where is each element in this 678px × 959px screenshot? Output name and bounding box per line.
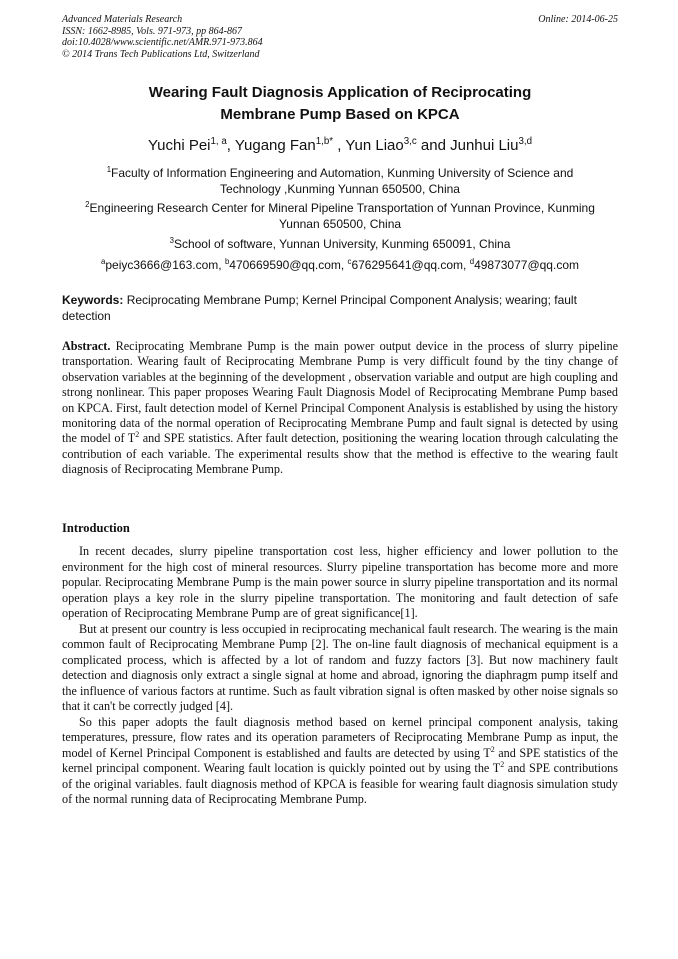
para-sup: 2 <box>500 759 505 769</box>
author-list <box>62 136 618 156</box>
aff-text: School of software, Yunnan University, Kunming 650091, China <box>173 237 511 251</box>
section-heading: Introduction <box>62 521 130 535</box>
aff-text: Technology ,Kunming Yunnan 650500, China <box>220 182 460 196</box>
para-text: and SPE statistics of the kernel principal component. Wearing fault location is quickly pointed out by using the T <box>62 745 618 775</box>
doi-line: doi:10.4028/www.scientific.net/AMR.971-973.864 <box>62 37 263 48</box>
author-sup: 3,d <box>518 136 533 147</box>
para-sup: 2 <box>490 744 495 754</box>
title-line-2: Membrane Pump Based on KPCA <box>220 106 460 123</box>
keywords-text: Reciprocating Membrane Pump; Kernel Principal Component Analysis; wearing; fault detection <box>62 293 577 323</box>
para-text: and SPE contributions of the original variables. fault diagnosis method of KPCA is feasible for wearing fault diagnosis simulation study of the normal running data of Reciprocating Membrane Pump. <box>62 761 618 806</box>
aff-text: Faculty of Information Engineering and Automation, Kunming University of Science and <box>111 166 574 180</box>
author-sup: 3,c <box>403 136 417 147</box>
aff-sup: 1 <box>106 165 112 174</box>
email-sup: c <box>347 257 352 266</box>
paragraph-3 <box>62 715 618 808</box>
affiliation-2 <box>62 200 618 232</box>
issn-line: ISSN: 1662-8985, Vols. 971-973, pp 864-867 <box>62 25 242 37</box>
email-sup: b <box>224 257 230 266</box>
online-date: Online: 2014-06-25 <box>538 14 618 25</box>
aff-text: Yunnan 650500, China <box>278 217 402 231</box>
author-sup: 1, a <box>210 136 227 147</box>
author-name: , Yun Liao <box>333 137 404 154</box>
abstract-sup: 2 <box>135 430 140 440</box>
email-sup: d <box>469 257 475 266</box>
abstract-text: and SPE statistics. After fault detection, positioning the wearing location through calculating the contribution of each variable. The experimental results show that the method is effective to the wearing fault diagnosis of Reciprocating Membrane Pump. <box>62 431 618 477</box>
para-text: So this paper adopts the fault diagnosis method based on kernel principal component analysis, taking temperatures, pressure, flow rates and its operation parameters of Reciprocating Membrane Pump as input, the model of Kernel Principal Component is established and faults are detected by using T <box>62 714 618 760</box>
aff-sup: 2 <box>85 200 90 209</box>
running-header <box>62 14 618 60</box>
paragraph-1: In recent decades, slurry pipeline transportation cost less, higher efficiency and lower pollution to the environment for the high cost of mineral resources. Slurry pipeline transportation has become more and more popular. Reciprocating Membrane Pump is the main power source in slurry pipeline transportation and its normal operation plays a key role in the slurry pipeline transportation. The monitoring and fault detection of safe operation of Reciprocating Membrane Pump are of great significance[1]. <box>62 544 618 620</box>
abstract-label: Abstract. <box>62 339 111 353</box>
title-line-1: Wearing Fault Diagnosis Application of Reciprocating <box>148 84 532 101</box>
author-sup: 1,b* <box>315 136 334 147</box>
email-2: 470669590@qq.com, <box>229 258 348 272</box>
aff-sup: 3 <box>169 236 174 245</box>
journal-name: Advanced Materials Research <box>62 14 183 25</box>
paper-title <box>62 82 618 126</box>
affiliation-1 <box>62 165 618 197</box>
author-name: Yuchi Pei <box>147 137 211 154</box>
keywords-label: Keywords: <box>62 293 124 307</box>
copyright-line: © 2014 Trans Tech Publications Ltd, Switzerland <box>62 48 260 60</box>
email-sup: a <box>101 257 106 266</box>
author-name: , Yugang Fan <box>226 137 316 154</box>
abstract-text: Reciprocating Membrane Pump is the main power output device in the process of slurry pipeline transportation. Wearing fault of Reciprocating Membrane Pump is very difficult found by the tiny change of observation variables at the beginning of the development , observation variable and output are high coupling and strong nonlinear. This paper proposes Wearing Fault Diagnosis Model of Reciprocating Membrane Pump based on KPCA. First, fault detection model of Kernel Principal Component Analysis is established by using the history monitoring data of the normal operation of Reciprocating Membrane Pump and fault signal is detected by using the model of T <box>62 339 618 446</box>
email-4: 49873077@qq.com <box>474 258 579 272</box>
email-1: peiyc3666@163.com, <box>105 258 225 272</box>
author-name: and Junhui Liu <box>416 137 519 154</box>
introduction-body <box>62 544 618 808</box>
abstract <box>62 339 618 478</box>
affiliation-3 <box>62 236 618 252</box>
paragraph-2: But at present our country is less occupied in reciprocating mechanical fault research. The wearing is the main common fault of Reciprocating Membrane Pump [2]. The on-line fault diagnosis of mechanical equipment is a complicated process, which is affected by a lot of random and fuzzy factors [3]. But now machinery fault detection and diagnosis only extract a single signal at home and abroad, ignoring the diaphragm pump itself and the influence of various factors at runtime. Such as fault vibration signal is often masked by other noise signals so that it can't be correctly judged [4]. <box>62 621 618 713</box>
email-3: 676295641@qq.com, <box>351 258 470 272</box>
aff-text: Engineering Research Center for Mineral Pipeline Transportation of Yunnan Province, Kunming <box>89 201 595 215</box>
keywords <box>62 293 618 324</box>
email-list <box>62 257 618 273</box>
